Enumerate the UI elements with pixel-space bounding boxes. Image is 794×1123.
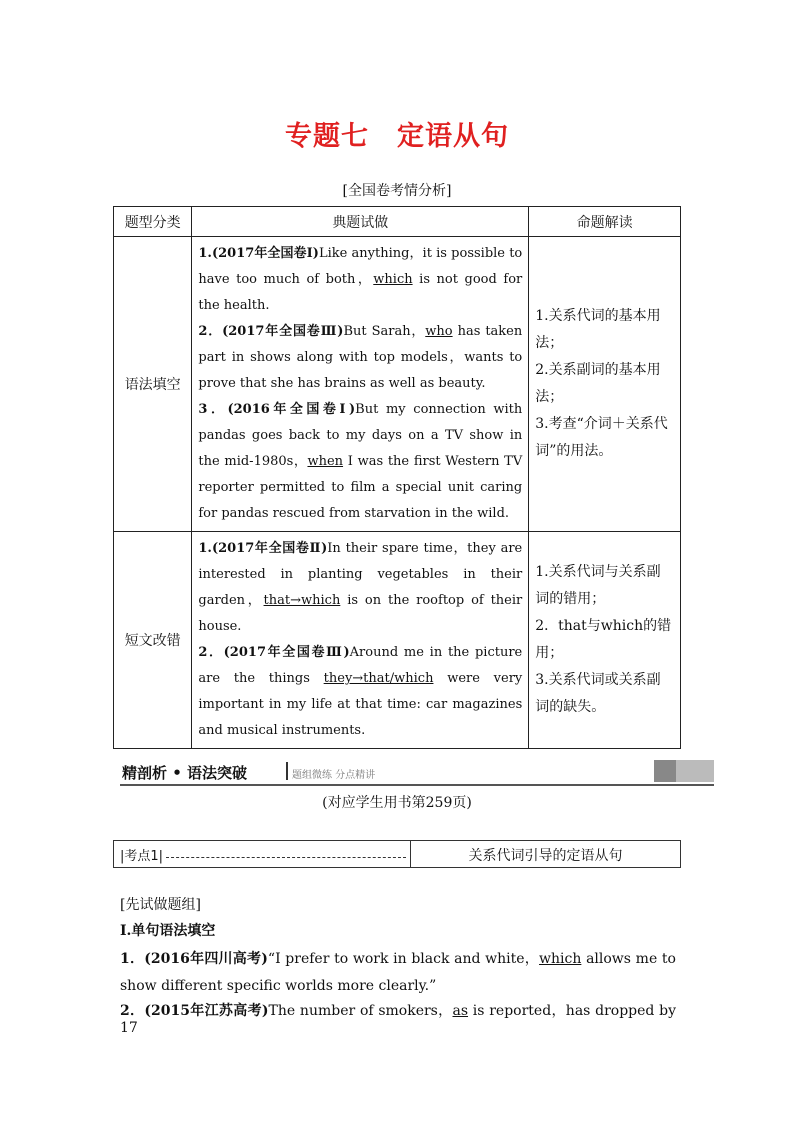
examples-cell (192, 237, 529, 532)
banner-divider (286, 762, 288, 780)
category-cell: 语法填空 (114, 237, 192, 532)
example-item: 1.(2017年全国卷Ⅰ)Like anything，it is possible to have too much of both，which is not good for the health. (198, 246, 523, 313)
dashed-line (166, 857, 406, 858)
answer: which (373, 272, 413, 287)
kaodian-label: |考点1| (120, 849, 164, 864)
book-reference: (对应学生用书第259页) (322, 795, 472, 811)
kaodian-box (113, 840, 681, 868)
analysis-cell: 1.关系代词的基本用法； 2.关系副词的基本用法； 3.考查“介词＋关系代词”的用法。 (529, 237, 681, 532)
analysis-cell: 1.关系代词与关系副词的错用； 2．that与which的错用； 3.关系代词或关系副词的缺失。 (529, 532, 681, 749)
part-label: Ⅰ.单句语法填空 (120, 923, 216, 939)
example-item: 2．(2017年全国卷Ⅲ)Around me in the picture are the things they→that/which were very important in my life at that time: car magazines and musical instruments. (198, 645, 523, 738)
example-item: 3．(2016年全国卷Ⅰ)But my connection with pandas goes back to my days on a TV show in the mid-1980s，when I was the first Western TV reporter permitted to film a special unit caring for pandas rescued from starvation in the wild. (198, 402, 523, 521)
page-title: 专题七 定语从句 (285, 121, 509, 152)
kaodian-title: 关系代词引导的定语从句 (468, 848, 623, 864)
example-item: 1.(2017年全国卷Ⅱ)In their spare time，they are interested in planting vegetables in their garden，that→which is on the rooftop of their house. (198, 541, 523, 634)
examples-cell (192, 532, 529, 749)
header-category: 题型分类 (114, 207, 192, 237)
banner-block (654, 760, 676, 782)
table-caption: [全国卷考情分析] (342, 183, 452, 199)
category-cell: 短文改错 (114, 532, 192, 749)
table-row (114, 237, 681, 532)
header-analysis: 命题解读 (529, 207, 681, 237)
banner-subtext: 题组微练 分点精讲 (292, 770, 376, 781)
example-item: 2．(2017年全国卷Ⅲ)But Sarah，who has taken part in shows along with top models，wants to prove that she has brains as well as beauty. (198, 324, 523, 391)
answer: that→which (263, 593, 341, 608)
analysis-table (113, 206, 681, 749)
answer: when (307, 454, 344, 469)
group-label: [先试做题组] (120, 897, 201, 913)
banner-heading: 精剖析 • 语法突破 (122, 764, 248, 782)
answer: which (539, 951, 582, 967)
answer: who (425, 324, 453, 339)
table-header-row (114, 207, 681, 237)
answer: as (452, 1003, 469, 1019)
question-2: 2．(2015年江苏高考)The number of smokers，as is reported，has dropped by 17 (120, 1003, 677, 1036)
table-row (114, 532, 681, 749)
answer: they→that/which (323, 671, 434, 686)
section-banner (120, 760, 714, 786)
question-1: 1．(2016年四川高考)“I prefer to work in black and white，which allows me to show different specific worlds more clearly.” (120, 951, 676, 994)
header-examples: 典题试做 (192, 207, 529, 237)
